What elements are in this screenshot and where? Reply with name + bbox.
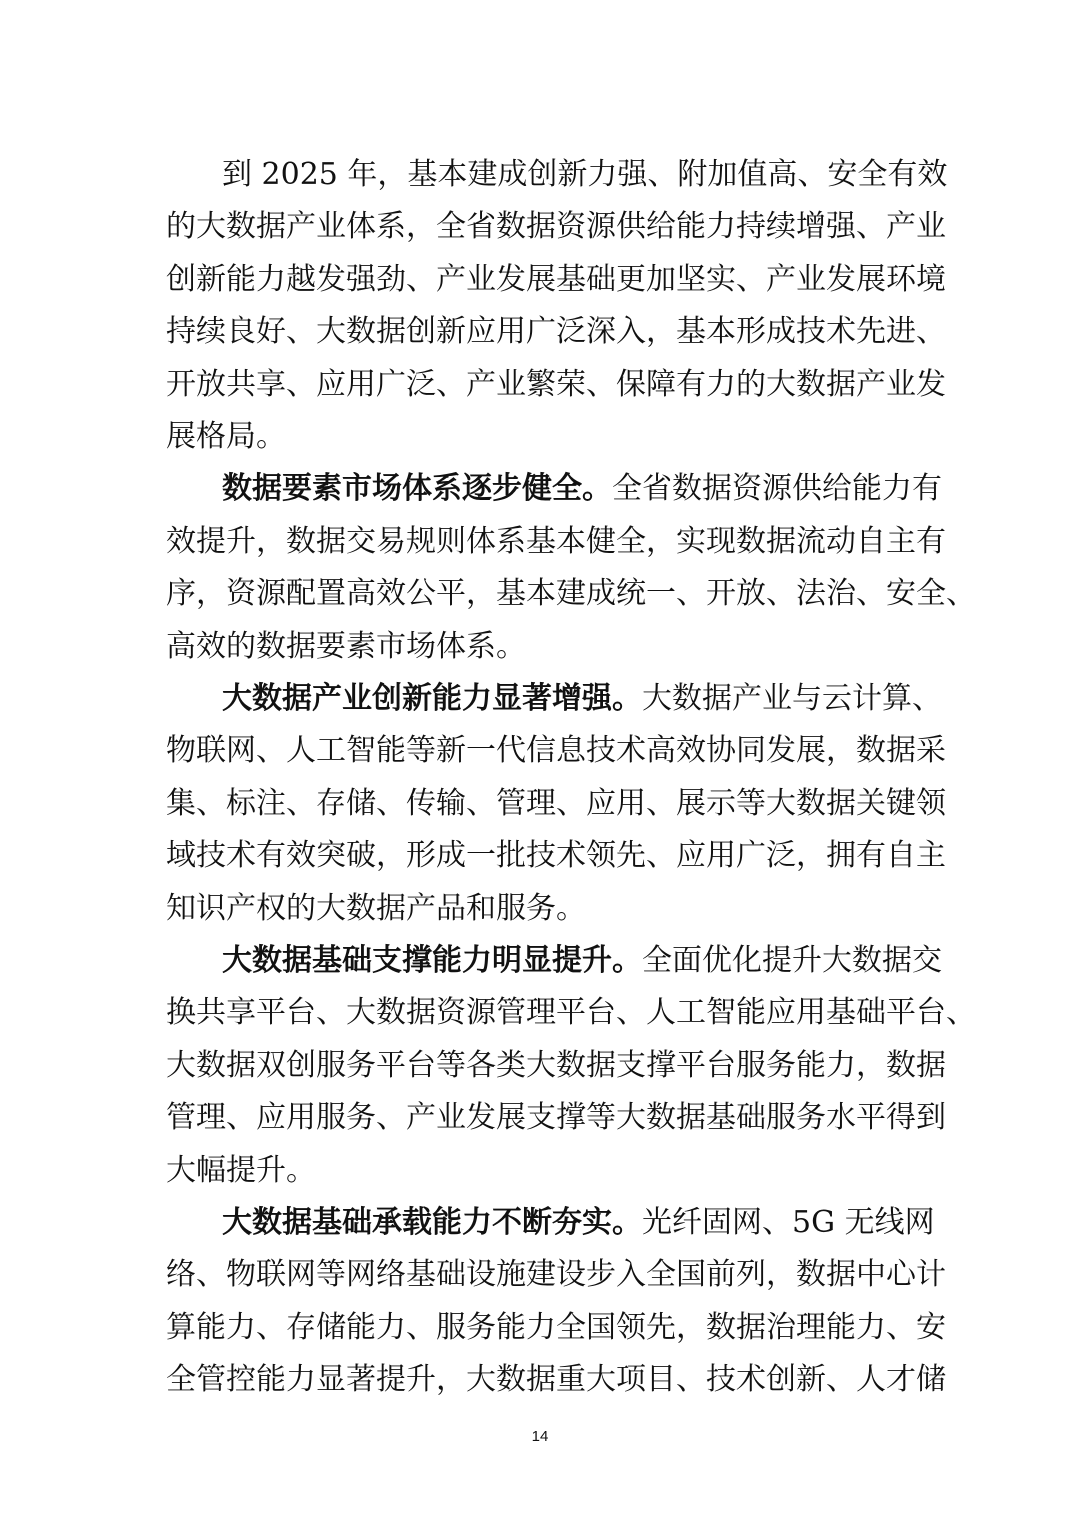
line-text: 知识产权的大数据产品和服务。 (166, 890, 586, 926)
text-line (166, 411, 918, 463)
text-line (166, 1249, 946, 1301)
text-line (222, 1197, 935, 1249)
line-text: 全面优化提升大数据交 (642, 943, 942, 978)
text-line (166, 621, 918, 673)
text-line (166, 254, 946, 306)
text-line (166, 778, 946, 830)
text-line (166, 883, 918, 935)
text-line (222, 149, 948, 201)
line-text: 大幅提升。 (166, 1152, 316, 1188)
paragraph-heading: 大数据基础承载能力不断夯实。 (222, 1205, 642, 1240)
text-line (166, 987, 976, 1039)
line-text: 全管控能力显著提升，大数据重大项目、技术创新、人才储 (166, 1362, 946, 1398)
line-text: 大数据产业与云计算、 (642, 681, 942, 716)
paragraph-heading: 大数据基础支撑能力明显提升。 (222, 943, 642, 978)
line-text: 算能力、存储能力、服务能力全国领先，数据治理能力、安 (166, 1309, 946, 1345)
text-line (166, 1145, 918, 1197)
text-line (166, 1040, 946, 1092)
line-text: 全省数据资源供给能力有 (612, 471, 942, 507)
page-number: 14 (531, 1428, 549, 1445)
line-text: 络、物联网等网络基础设施建设步入全国前列，数据中心计 (166, 1257, 946, 1293)
line-text: 开放共享、应用广泛、产业繁荣、保障有力的大数据产业发 (166, 366, 946, 402)
line-text: 集、标注、存储、传输、管理、应用、展示等大数据关键领 (166, 785, 946, 821)
line-text: 高效的数据要素市场体系。 (166, 628, 526, 664)
line-text: 到 2025 年，基本建成创新力强、附加值高、安全有效 (222, 157, 948, 192)
line-text: 管理、应用服务、产业发展支撑等大数据基础服务水平得到 (166, 1100, 946, 1136)
line-text: 序，资源配置高效公平，基本建成统一、开放、法治、安全、 (166, 576, 976, 612)
line-text: 光纤固网、5G 无线网 (642, 1205, 935, 1240)
line-text: 换共享平台、大数据资源管理平台、人工智能应用基础平台、 (166, 995, 976, 1031)
text-line (166, 306, 946, 358)
text-line (166, 830, 946, 882)
text-line (166, 1092, 946, 1144)
line-text: 大数据双创服务平台等各类大数据支撑平台服务能力，数据 (166, 1047, 946, 1083)
text-line (166, 725, 946, 777)
line-text: 展格局。 (166, 419, 286, 454)
text-line (222, 673, 942, 725)
line-text: 持续良好、大数据创新应用广泛深入，基本形成技术先进、 (166, 314, 946, 350)
text-line (222, 935, 942, 987)
line-text: 的大数据产业体系，全省数据资源供给能力持续增强、产业 (166, 209, 946, 245)
text-line (166, 568, 976, 620)
paragraph-heading: 数据要素市场体系逐步健全。 (222, 471, 612, 507)
line-text: 创新能力越发强劲、产业发展基础更加坚实、产业发展环境 (166, 261, 946, 297)
text-line (166, 516, 946, 568)
text-line (166, 359, 946, 411)
line-text: 效提升，数据交易规则体系基本健全，实现数据流动自主有 (166, 523, 946, 559)
text-line (166, 1302, 946, 1354)
text-line (222, 463, 942, 515)
paragraph-heading: 大数据产业创新能力显著增强。 (222, 681, 642, 716)
text-line (166, 201, 946, 253)
line-text: 物联网、人工智能等新一代信息技术高效协同发展，数据采 (166, 733, 946, 769)
line-text: 域技术有效突破，形成一批技术领先、应用广泛，拥有自主 (166, 838, 946, 874)
text-line (166, 1354, 946, 1406)
